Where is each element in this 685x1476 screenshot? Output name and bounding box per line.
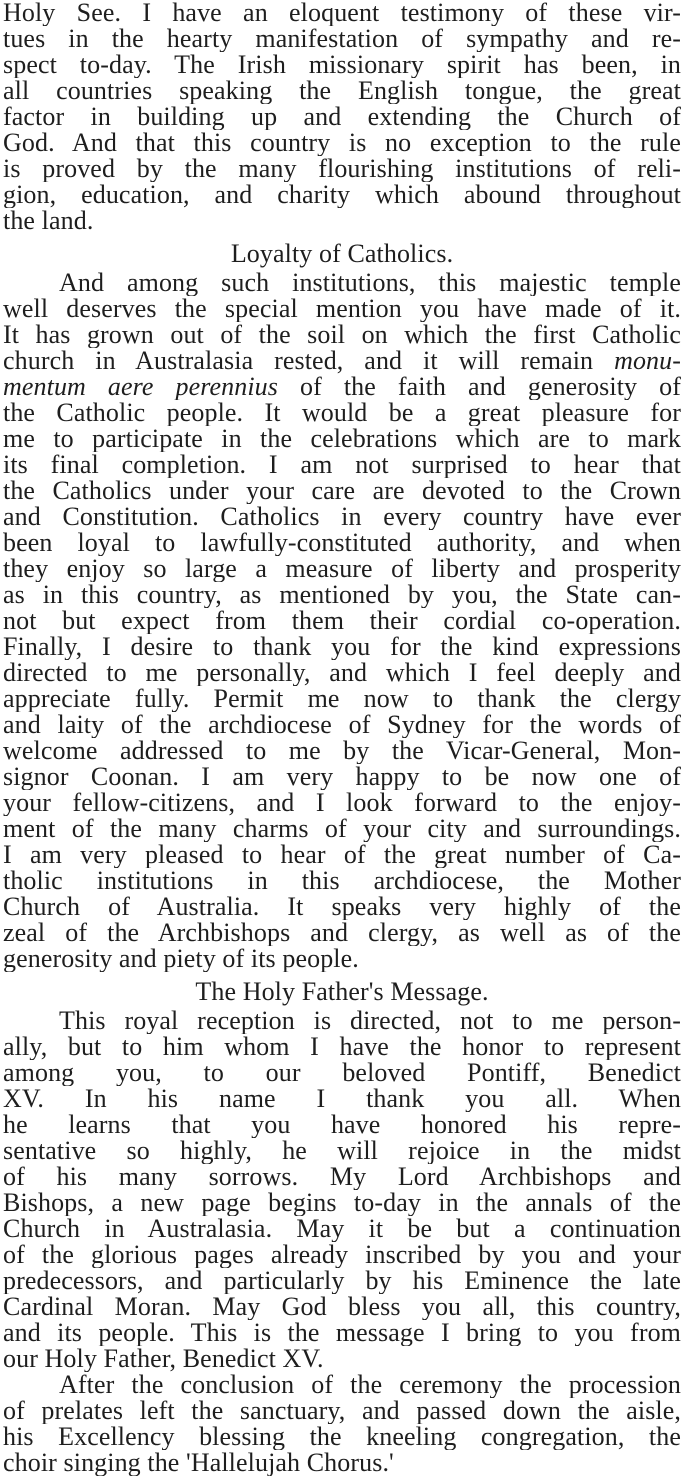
text-line: the land. (3, 208, 94, 234)
text-line: well deserves the special mention you have made of it. (3, 296, 681, 322)
section-heading-loyalty: Loyalty of Catholics. (230, 239, 454, 268)
text-line: directed to me personally, and which I feel deeply and (3, 660, 681, 686)
text-line: After the conclusion of the ceremony the procession (59, 1372, 681, 1398)
text-line: Bishops, a new page begins to-day in the annals of the (3, 1190, 681, 1216)
text-line: our Holy Father, Benedict XV. (3, 1346, 324, 1372)
text-line: not but expect from them their cordial co-operation. (3, 608, 681, 634)
text-line: among you, to our beloved Pontiff, Benedict (3, 1060, 681, 1086)
text-line: your fellow-citizens, and I look forward to the enjoy- (3, 790, 681, 816)
text-line: Cardinal Moran. May God bless you all, this country, (3, 1294, 681, 1320)
text-line: tholic institutions in this archdiocese, the Mother (3, 868, 681, 894)
text-line: Finally, I desire to thank you for the kind expressions (3, 634, 681, 660)
text-line: and Constitution. Catholics in every country have ever (3, 504, 681, 530)
text-line: they enjoy so large a measure of liberty and prosperity (3, 556, 681, 582)
text-line: And among such institutions, this majestic temple (59, 270, 681, 296)
text-line: as in this country, as mentioned by you, the State can- (3, 582, 681, 608)
text-line: appreciate fully. Permit me now to thank the clergy (3, 686, 681, 712)
text-line: the Catholics under your care are devoted to the Crown (3, 478, 681, 504)
text-line: Church of Australia. It speaks very highly of the (3, 894, 681, 920)
text-line: of prelates left the sanctuary, and passed down the aisle, (3, 1398, 681, 1424)
paragraph-holy-father-message (3, 1008, 681, 1372)
latin-phrase-start: monu- (614, 348, 681, 374)
text-line: been loyal to lawfully-constituted authority, and when (3, 530, 681, 556)
text-line: ment of the many charms of your city and surroundings. (3, 816, 681, 842)
text-line-with-latin (3, 348, 681, 374)
text-line: sentative so highly, he will rejoice in the midst (3, 1138, 681, 1164)
text-line: tues in the hearty manifestation of sympathy and re- (3, 26, 681, 52)
text-line: of his many sorrows. My Lord Archbishops and (3, 1164, 681, 1190)
text-line: ally, but to him whom I have the honor to represent (3, 1034, 681, 1060)
text-line: factor in building up and extending the Church of (3, 104, 681, 130)
text-line: and laity of the archdiocese of Sydney for the words of (3, 712, 681, 738)
text-line: the Catholic people. It would be a great pleasure for (3, 400, 681, 426)
section-heading-holy-father: The Holy Father's Message. (195, 977, 489, 1006)
text-line: God. And that this country is no exception to the rule (3, 130, 681, 156)
text-line: choir singing the 'Hallelujah Chorus.' (3, 1450, 394, 1476)
text-segment: of the faith and generosity of (278, 374, 681, 400)
text-line: zeal of the Archbishops and clergy, as well as of the (3, 920, 681, 946)
text-line: I am very pleased to hear of the great number of Ca- (3, 842, 681, 868)
text-line-with-latin (3, 374, 681, 400)
paragraph-procession (3, 1372, 681, 1476)
text-line: generosity and piety of its people. (3, 946, 359, 972)
text-line: XV. In his name I thank you all. When (3, 1086, 681, 1112)
text-line: predecessors, and particularly by his Eminence the late (3, 1268, 681, 1294)
text-line: welcome addressed to me by the Vicar-General, Mon- (3, 738, 681, 764)
text-line: me to participate in the celebrations which are to mark (3, 426, 681, 452)
text-line: is proved by the many flourishing institutions of reli- (3, 156, 681, 182)
text-line: he learns that you have honored his repre- (3, 1112, 681, 1138)
text-line: his Excellency blessing the kneeling congregation, the (3, 1424, 681, 1450)
latin-phrase-end: mentum aere perennius (3, 374, 278, 400)
text-line: Church in Australasia. May it be but a continuation (3, 1216, 681, 1242)
paragraph-loyalty (3, 270, 681, 972)
text-line: Holy See. I have an eloquent testimony of these vir- (3, 0, 681, 26)
text-line: its final completion. I am not surprised to hear that (3, 452, 681, 478)
text-line: and its people. This is the message I bring to you from (3, 1320, 681, 1346)
text-segment: church in Australasia rested, and it will remain (3, 348, 615, 374)
text-line: of the glorious pages already inscribed by you and your (3, 1242, 681, 1268)
text-line: This royal reception is directed, not to me person- (59, 1008, 681, 1034)
text-line: gion, education, and charity which abound throughout (3, 182, 681, 208)
text-line: It has grown out of the soil on which the first Catholic (3, 322, 681, 348)
text-line: all countries speaking the English tongue, the great (3, 78, 681, 104)
paragraph-holy-see (3, 0, 681, 234)
text-line: spect to-day. The Irish missionary spirit has been, in (3, 52, 681, 78)
text-line: signor Coonan. I am very happy to be now one of (3, 764, 681, 790)
